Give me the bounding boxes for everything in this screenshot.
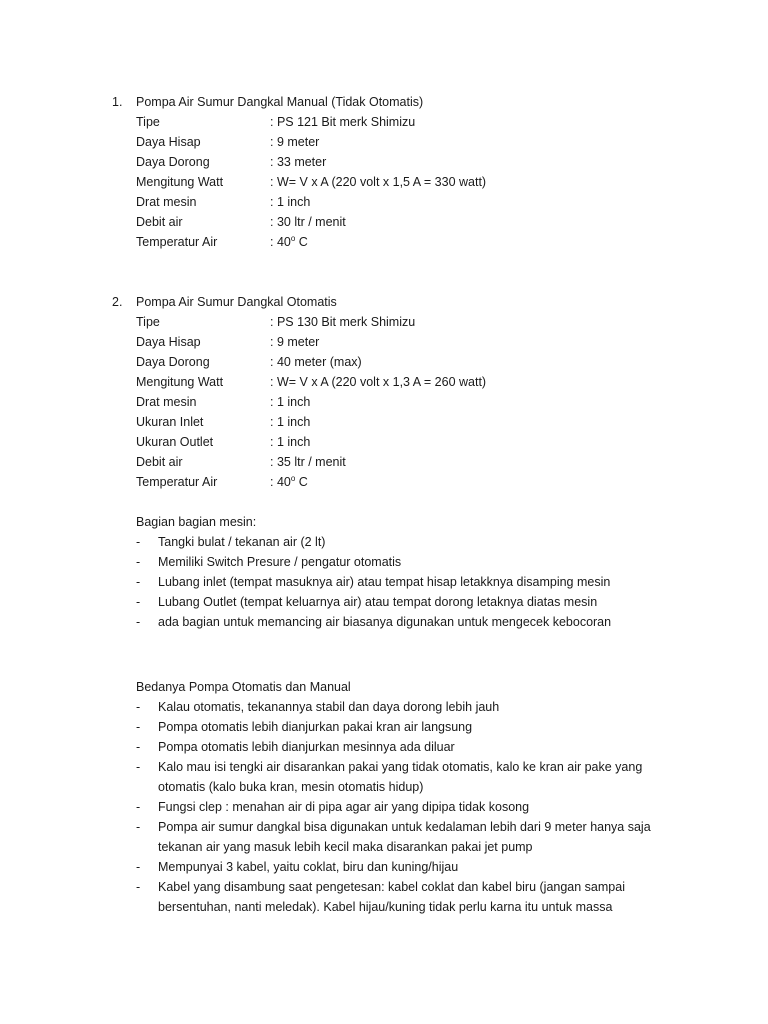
spec-label: Tipe xyxy=(136,315,160,329)
temperature-number: : 40 xyxy=(270,235,291,249)
spec-label: Tipe xyxy=(136,115,160,129)
spec-value: : W= V x A (220 volt x 1,5 A = 330 watt) xyxy=(270,175,487,189)
spec-value: : 40 meter (max) xyxy=(270,355,362,369)
spec-label: Debit air xyxy=(136,455,183,469)
bullet-dash: - xyxy=(136,615,141,629)
bullet-dash: - xyxy=(136,700,141,714)
list-item: Lubang Outlet (tempat keluarnya air) atau tempat dorong letaknya diatas mesin xyxy=(158,595,598,609)
spec-value: : 35 ltr / menit xyxy=(270,455,346,469)
list-item: Memiliki Switch Presure / pengatur otomatis xyxy=(158,555,402,569)
spec-value: : PS 121 Bit merk Shimizu xyxy=(270,115,416,129)
spec-label: Daya Dorong xyxy=(136,355,210,369)
list-item: Tangki bulat / tekanan air (2 lt) xyxy=(158,535,326,549)
spec-label: Daya Hisap xyxy=(136,335,201,349)
temperature-number: : 40 xyxy=(270,475,291,489)
list-item: Kabel yang disambung saat pengetesan: kabel coklat dan kabel biru (jangan sampai xyxy=(158,880,625,894)
bullet-dash: - xyxy=(136,820,141,834)
spec-value: : 1 inch xyxy=(270,415,311,429)
list-item: Fungsi clep : menahan air di pipa agar air yang dipipa tidak kosong xyxy=(158,800,530,814)
bullet-dash: - xyxy=(136,860,141,874)
list-item-continuation: otomatis (kalo buka kran, mesin otomatis hidup) xyxy=(158,780,424,794)
bullet-dash: - xyxy=(136,740,141,754)
parts-heading: Bagian bagian mesin: xyxy=(136,515,257,529)
list-item: Mempunyai 3 kabel, yaitu coklat, biru dan kuning/hijau xyxy=(158,860,459,874)
list-item: Lubang inlet (tempat masuknya air) atau tempat hisap letakknya disamping mesin xyxy=(158,575,611,589)
spec-value: : W= V x A (220 volt x 1,3 A = 260 watt) xyxy=(270,375,487,389)
spec-value: : 9 meter xyxy=(270,335,320,349)
spec-value: : PS 130 Bit merk Shimizu xyxy=(270,315,416,329)
spec-label: Debit air xyxy=(136,215,183,229)
spec-label: Temperatur Air xyxy=(136,475,218,489)
list-item: Kalo mau isi tengki air disarankan pakai yang tidak otomatis, kalo ke kran air pake yang xyxy=(158,760,643,774)
section-title: Pompa Air Sumur Dangkal Manual (Tidak Otomatis) xyxy=(136,95,424,109)
section-number: 2. xyxy=(112,295,123,309)
bullet-dash: - xyxy=(136,760,141,774)
spec-label: Drat mesin xyxy=(136,395,197,409)
spec-label: Ukuran Outlet xyxy=(136,435,214,449)
spec-label: Mengitung Watt xyxy=(136,375,224,389)
spec-label: Mengitung Watt xyxy=(136,175,224,189)
spec-label: Ukuran Inlet xyxy=(136,415,204,429)
list-item: Pompa otomatis lebih dianjurkan mesinnya ada diluar xyxy=(158,740,455,754)
bullet-dash: - xyxy=(136,575,141,589)
spec-label: Daya Dorong xyxy=(136,155,210,169)
spec-value: : 1 inch xyxy=(270,435,311,449)
spec-value: : 33 meter xyxy=(270,155,327,169)
spec-value: : 1 inch xyxy=(270,395,311,409)
spec-value-temperature xyxy=(270,232,308,252)
temperature-unit: C xyxy=(295,235,308,249)
list-item: Kalau otomatis, tekanannya stabil dan daya dorong lebih jauh xyxy=(158,700,500,714)
spec-label: Daya Hisap xyxy=(136,135,201,149)
list-item: Pompa air sumur dangkal bisa digunakan untuk kedalaman lebih dari 9 meter hanya saja xyxy=(158,820,651,834)
list-item-continuation: tekanan air yang masuk lebih kecil maka disarankan pakai jet pump xyxy=(158,840,533,854)
section-number: 1. xyxy=(112,95,123,109)
spec-value: : 1 inch xyxy=(270,195,311,209)
spec-label: Drat mesin xyxy=(136,195,197,209)
list-item-continuation: bersentuhan, nanti meledak). Kabel hijau/kuning tidak perlu karna itu untuk massa xyxy=(158,900,613,914)
bullet-dash: - xyxy=(136,880,141,894)
degree-mark: o xyxy=(290,474,296,483)
list-item: ada bagian untuk memancing air biasanya digunakan untuk mengecek kebocoran xyxy=(158,615,612,629)
bullet-dash: - xyxy=(136,555,141,569)
spec-label: Temperatur Air xyxy=(136,235,218,249)
spec-value-temperature xyxy=(270,472,308,492)
section-title: Pompa Air Sumur Dangkal Otomatis xyxy=(136,295,337,309)
bullet-dash: - xyxy=(136,720,141,734)
temperature-unit: C xyxy=(295,475,308,489)
difference-heading: Bedanya Pompa Otomatis dan Manual xyxy=(136,680,351,694)
degree-mark: o xyxy=(290,234,296,243)
bullet-dash: - xyxy=(136,800,141,814)
spec-value: : 9 meter xyxy=(270,135,320,149)
list-item: Pompa otomatis lebih dianjurkan pakai kran air langsung xyxy=(158,720,473,734)
bullet-dash: - xyxy=(136,595,141,609)
spec-value: : 30 ltr / menit xyxy=(270,215,346,229)
bullet-dash: - xyxy=(136,535,141,549)
